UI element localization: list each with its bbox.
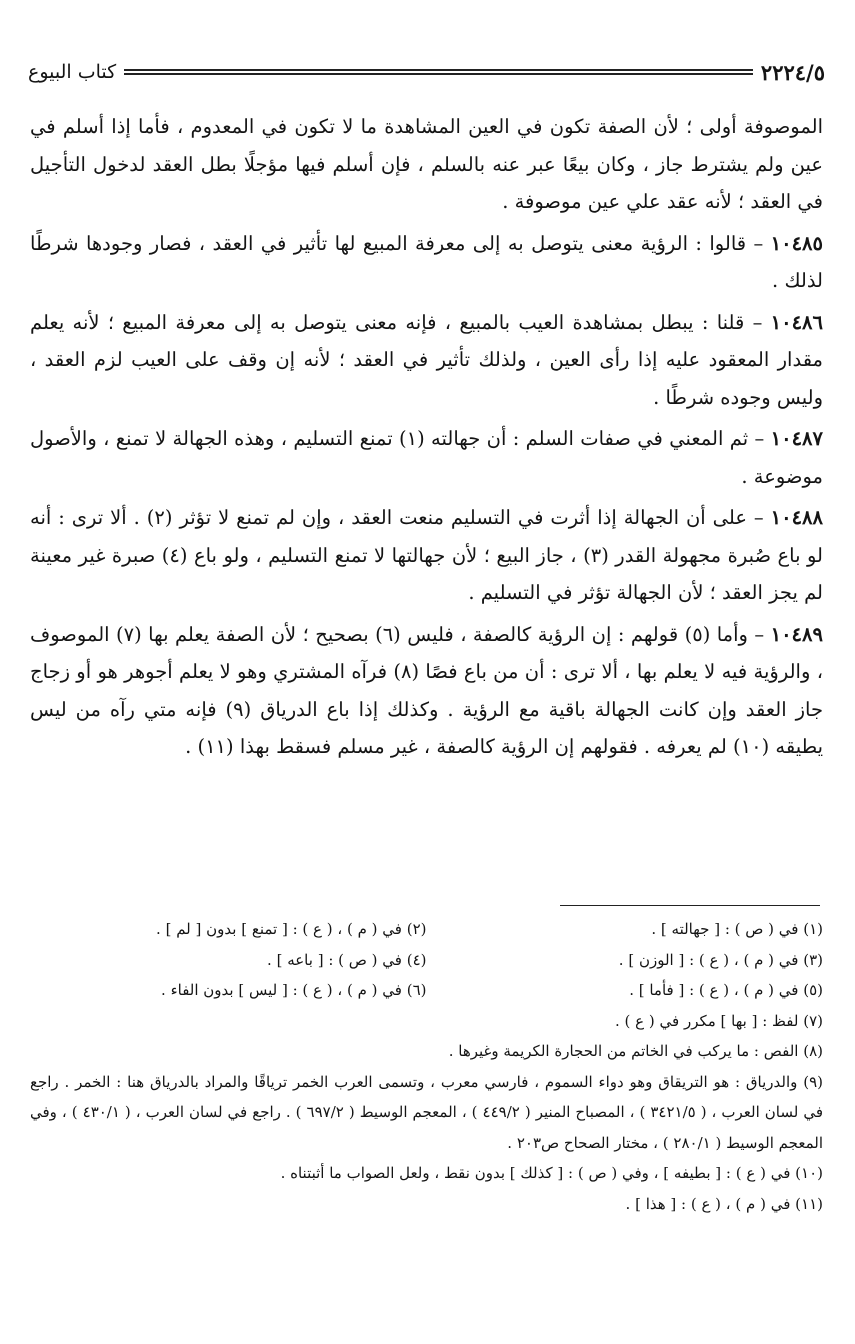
paragraph-text: – وأما (٥) قولهم : إن الرؤية كالصفة ، فليس (٦) بصحيح ؛ لأن الصفة يعلم بها (٧) الموصوف ، والرؤية فيه لا يعلم بها ، ألا ترى : أن من باع فصًا (٨) فرآه المشتري وهو لا يعلم أجوهر هو أو زجاج جاز العقد وإن كانت الجهالة باقية مع الرؤية . وكذلك إذا باع الدرياق (٩) فإنه متي رآه من ليس يطيقه (١٠) لم يعرفه . فقولهم إن الرؤية كالصفة ، غير مسلم فسقط بهذا (١١) . bbox=[30, 622, 823, 758]
paragraph bbox=[30, 108, 823, 221]
paragraph-number: ١٠٤٨٥ bbox=[770, 231, 823, 255]
footnotes bbox=[30, 914, 823, 1219]
paragraph-text: – ثم المعني في صفات السلم : أن جهالته (١) تمنع التسليم ، وهذه الجهالة لا تمنع ، والأصول موضوعة . bbox=[30, 427, 823, 488]
paragraph-number: ١٠٤٨٨ bbox=[770, 506, 823, 529]
main-text bbox=[30, 108, 823, 770]
paragraph-text: الموصوفة أولى ؛ لأن الصفة تكون في العين المشاهدة ما لا تكون في المعدوم ، فأما إذا أسلم في عين ولم يشترط جاز ، وكان بيعًا عبر عنه بالسلم ، فإن أسلم فيها مؤجلًا بطل العقد لدخول التأجيل في العقد ؛ لأنه عقد علي عين موصوفة . bbox=[30, 115, 823, 213]
footnote: (١١) في ( م ) ، ( ع ) : [ هذا ] . bbox=[625, 1194, 823, 1213]
paragraph-number: ١٠٤٨٩ bbox=[770, 622, 823, 646]
paragraph bbox=[30, 499, 823, 612]
footnote: (٣) في ( م ) ، ( ع ) : [ الوزن ] . bbox=[618, 950, 823, 969]
paragraph bbox=[30, 616, 823, 766]
header-double-rule bbox=[124, 69, 753, 75]
footnote: (١٠) في ( ع ) : [ بطيفه ] ، وفي ( ص ) : [ كذلك ] بدون نقط ، ولعل الصواب ما أثبتناه . bbox=[280, 1164, 823, 1182]
footnote-row bbox=[30, 945, 823, 976]
footnote: (٤) في ( ص ) : [ باعه ] . bbox=[267, 950, 427, 969]
footnote-row bbox=[30, 914, 823, 945]
footnote: (٨) الفص : ما يركب في الخاتم من الحجارة الكريمة وغيرها . bbox=[448, 1042, 823, 1060]
footnote: (١) في ( ص ) : [ جهالته ] . bbox=[651, 920, 823, 938]
footnote-row bbox=[30, 1158, 823, 1189]
running-header bbox=[28, 52, 825, 92]
paragraph bbox=[30, 304, 823, 417]
paragraph-text: – قلنا : يبطل بمشاهدة العيب بالمبيع ، فإنه معنى يتوصل به إلى معرفة المبيع ؛ لأنه يعلم مقدار المعقود عليه إذا رأى العين ، ولذلك تأثير في العقد ؛ لأنه إن وقف على العيب لزم العقد ، وليس وجوده شرطًا . bbox=[30, 310, 823, 409]
footnote: (٢) في ( م ) ، ( ع ) : [ تمنع ] بدون [ لم ] . bbox=[156, 920, 427, 938]
footnote-row bbox=[30, 975, 823, 1006]
paragraph-text: – على أن الجهالة إذا أثرت في التسليم منعت العقد ، وإن لم تمنع لا تؤثر (٢) . ألا ترى : أنه لو باع صُبرة مجهولة القدر (٣) ، جاز البيع ؛ لأن جهالتها لا تمنع التسليم ، ولو باع (٤) صبرة غير معينة لم يجز العقد ؛ لأن الجهالة تؤثر في التسليم . bbox=[30, 506, 823, 604]
paragraph-text: – قالوا : الرؤية معنى يتوصل به إلى معرفة المبيع لها تأثير في العقد ، فصار وجودها شرطًا لذلك . bbox=[30, 231, 823, 292]
footnote: (٦) في ( م ) ، ( ع ) : [ ليس ] بدون الفاء . bbox=[161, 981, 427, 999]
paragraph bbox=[30, 420, 823, 495]
book-title: كتاب البيوع bbox=[28, 61, 117, 83]
footnote: (٩) والدرياق : هو التريقاق وهو دواء السموم ، فارسي معرب ، وتسمى العرب الخمر ترياقًا والمراد بالدرياق هنا : الخمر . راجع في لسان العرب ، ( ٣٤٢١/٥ ) ، المصباح المنير ( ٤٤٩/٢ ) ، المعجم الوسيط ( ٦٩٧/٢ ) . راجع في لسان العرب ، ( ٤٣٠/١ ) ، وفي المعجم الوسيط ( ٢٨٠/١ ) ، مختار الصحاح ص٢٠٣ . bbox=[30, 1072, 823, 1152]
footnote: (٥) في ( م ) ، ( ع ) : [ فأما ] . bbox=[629, 981, 823, 999]
footnote-separator bbox=[560, 905, 820, 906]
paragraph-number: ١٠٤٨٦ bbox=[770, 310, 823, 334]
page-number: ٢٢٢٤/٥ bbox=[760, 59, 825, 85]
footnote: (٧) لفظ : [ بها ] مكرر في ( ع ) . bbox=[615, 1011, 823, 1030]
footnote-row bbox=[30, 1189, 823, 1220]
footnote-row bbox=[30, 1006, 823, 1037]
paragraph-number: ١٠٤٨٧ bbox=[770, 427, 824, 450]
paragraph bbox=[30, 225, 823, 300]
footnote-row bbox=[30, 1067, 823, 1159]
footnote-row bbox=[30, 1036, 823, 1067]
